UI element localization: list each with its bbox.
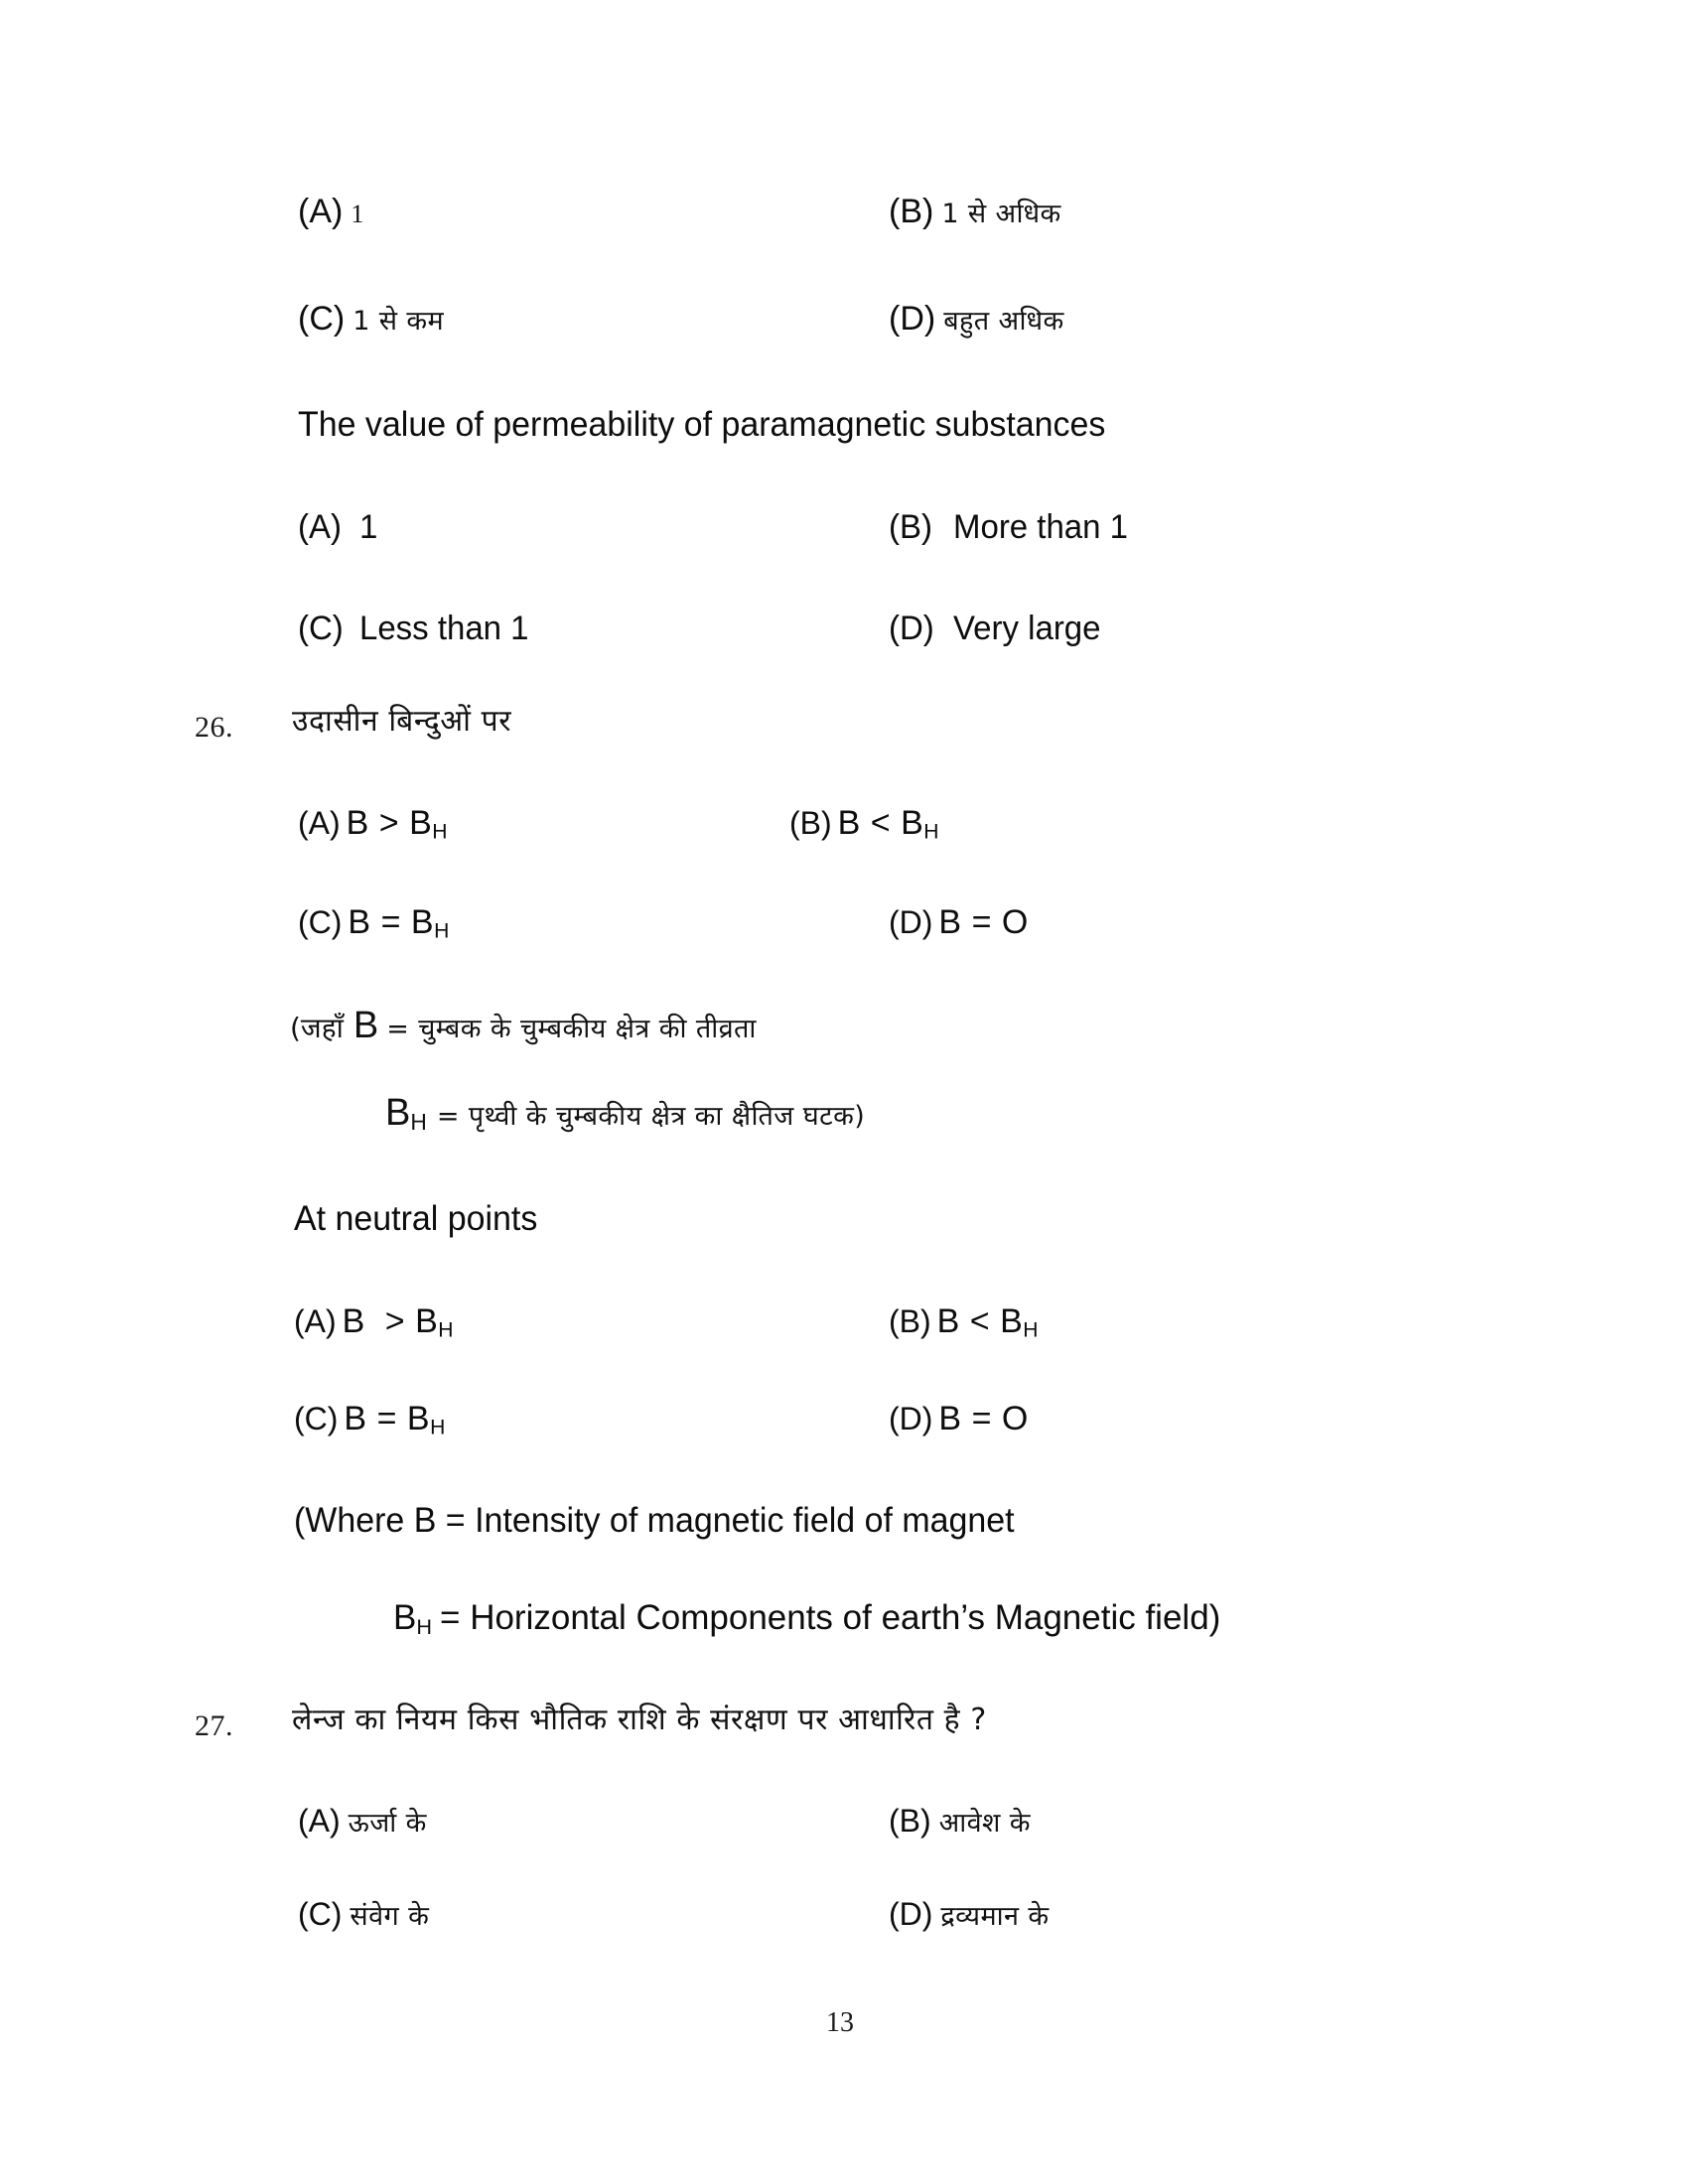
note-q26-hindi-line2-text: = पृथ्वी के चुम्बकीय क्षेत्र का क्षैतिज घटक): [436, 1101, 866, 1132]
formula-rhs: O: [1001, 1400, 1029, 1437]
option-q26-english-c: [294, 1402, 445, 1438]
note-q26-hindi-line1: [290, 1007, 757, 1044]
option-q26-hindi-c: [298, 905, 449, 942]
option-row-q25-hindi-ab: [298, 195, 363, 228]
formula-lhs: B: [344, 1400, 367, 1437]
formula-relation: =: [971, 1400, 992, 1437]
note-open-paren-hindi: (जहाँ: [290, 1012, 344, 1044]
formula-relation: =: [380, 903, 401, 941]
option-marker-c: (C): [294, 1401, 339, 1436]
option-marker-a: (A): [298, 805, 341, 841]
note-q26-hindi-line1-text: = चुम्बक के चुम्बकीय क्षेत्र की तीव्रता: [386, 1014, 757, 1044]
option-text-c: संवेग के: [350, 1901, 430, 1932]
option-marker-c: (C): [298, 1896, 343, 1932]
option-q27-hindi-c: [298, 1898, 429, 1930]
symbol-bh-subscript: H: [416, 1613, 433, 1639]
question-stem-q25-english: The value of permeability of paramagnetic substances: [298, 405, 1106, 444]
option-row-q25-hindi-c: [298, 302, 444, 336]
option-marker-d: (D): [889, 904, 933, 940]
option-q25-english-c: (C): [298, 610, 344, 647]
note-q26-english-line2: [393, 1600, 1220, 1637]
formula-lhs: B: [348, 903, 371, 941]
option-row-q25-hindi-d: [889, 302, 1064, 336]
formula-lhs: B: [342, 1302, 365, 1340]
option-marker-b: (B): [789, 805, 832, 841]
formula-relation: =: [971, 903, 992, 941]
option-q25-english-a-text: 1: [359, 508, 378, 546]
symbol-b: B: [352, 1005, 379, 1046]
option-row-q25-hindi-b: [889, 195, 1061, 228]
option-text-b: आवेश के: [938, 1808, 1031, 1839]
option-q25-english-a: (A): [298, 508, 342, 546]
option-marker-b: (B): [889, 1303, 931, 1339]
option-text-b: 1 से अधिक: [941, 199, 1061, 229]
option-text-d: द्रव्यमान के: [940, 1901, 1050, 1932]
formula-rhs: B: [415, 1302, 439, 1340]
option-q27-hindi-d: [889, 1898, 1050, 1930]
option-text-a: 1: [351, 200, 364, 228]
formula-rhs-subscript: H: [438, 1318, 454, 1342]
option-text-a: ऊर्जा के: [348, 1808, 427, 1839]
formula-rhs: B: [1000, 1302, 1024, 1340]
option-q25-english-b-text: More than 1: [953, 508, 1129, 546]
option-marker-c: (C): [298, 300, 346, 338]
formula-lhs: B: [938, 1400, 962, 1437]
formula-rhs-subscript: H: [432, 820, 448, 844]
formula-relation: <: [969, 1302, 991, 1340]
option-marker-a: (A): [294, 1303, 337, 1339]
option-q26-hindi-d: [889, 905, 1029, 939]
formula-lhs: B: [837, 804, 861, 842]
formula-lhs: B: [346, 804, 369, 842]
formula-rhs-subscript: H: [434, 919, 450, 943]
option-q27-hindi-b: [889, 1805, 1031, 1837]
note-q26-english-line2-text: = Horizontal Components of earth’s Magnetic field): [440, 1598, 1221, 1637]
question-number-26: 26.: [195, 711, 233, 744]
formula-relation: =: [376, 1400, 397, 1437]
formula-lhs: B: [936, 1302, 960, 1340]
formula-rhs-subscript: H: [430, 1416, 446, 1439]
formula-relation: >: [378, 804, 400, 842]
formula-lhs: B: [938, 903, 962, 941]
formula-relation: <: [870, 804, 892, 842]
formula-rhs: B: [406, 1400, 431, 1437]
option-q27-hindi-a: [298, 1805, 427, 1837]
note-q26-hindi-line2: [385, 1094, 865, 1134]
page-number: 13: [826, 2007, 854, 2038]
question-number-27: 27.: [195, 1709, 233, 1742]
formula-relation: >: [384, 1302, 406, 1340]
option-q26-english-d: [889, 1402, 1029, 1435]
formula-rhs: O: [1001, 903, 1029, 941]
note-q26-english-line1: (Where B = Intensity of magnetic field of magnet: [294, 1501, 1015, 1540]
option-text-c: 1 से कम: [352, 306, 445, 337]
option-q25-english-b: (B): [889, 508, 932, 546]
option-marker-d: (D): [889, 1401, 933, 1436]
formula-rhs-subscript: H: [1023, 1318, 1039, 1342]
option-text-d: बहुत अधिक: [943, 306, 1064, 337]
symbol-bh: $B_H$: [385, 1092, 427, 1136]
option-q26-hindi-b: [789, 806, 939, 843]
question-stem-q26-hindi: उदासीन बिन्दुओं पर: [292, 704, 512, 739]
formula-rhs-subscript: H: [923, 820, 939, 844]
option-q25-english-d-text: Very large: [953, 610, 1101, 647]
formula-rhs: B: [410, 903, 435, 941]
option-marker-c: (C): [298, 904, 343, 940]
question-stem-q26-english: At neutral points: [294, 1199, 538, 1238]
option-marker-a: (A): [298, 1803, 341, 1839]
option-q26-hindi-a: [298, 806, 448, 843]
option-q25-english-c-text: Less than 1: [359, 610, 529, 647]
option-q26-english-a: [294, 1304, 453, 1341]
formula-rhs: B: [901, 804, 924, 842]
symbol-bh-subscript: H: [410, 1109, 427, 1136]
option-marker-d: (D): [889, 300, 936, 338]
option-marker-b: (B): [889, 1803, 931, 1839]
option-marker-a: (A): [298, 193, 344, 230]
option-marker-b: (B): [889, 193, 934, 230]
symbol-bh: $B_H$: [393, 1598, 433, 1639]
question-stem-q27-hindi: लेन्ज का नियम किस भौतिक राशि के संरक्षण पर आधारित है ?: [292, 1703, 987, 1737]
option-marker-d: (D): [889, 1896, 933, 1932]
option-q25-english-d: (D): [889, 610, 934, 647]
option-q26-english-b: [889, 1304, 1039, 1341]
formula-rhs: B: [409, 804, 433, 842]
